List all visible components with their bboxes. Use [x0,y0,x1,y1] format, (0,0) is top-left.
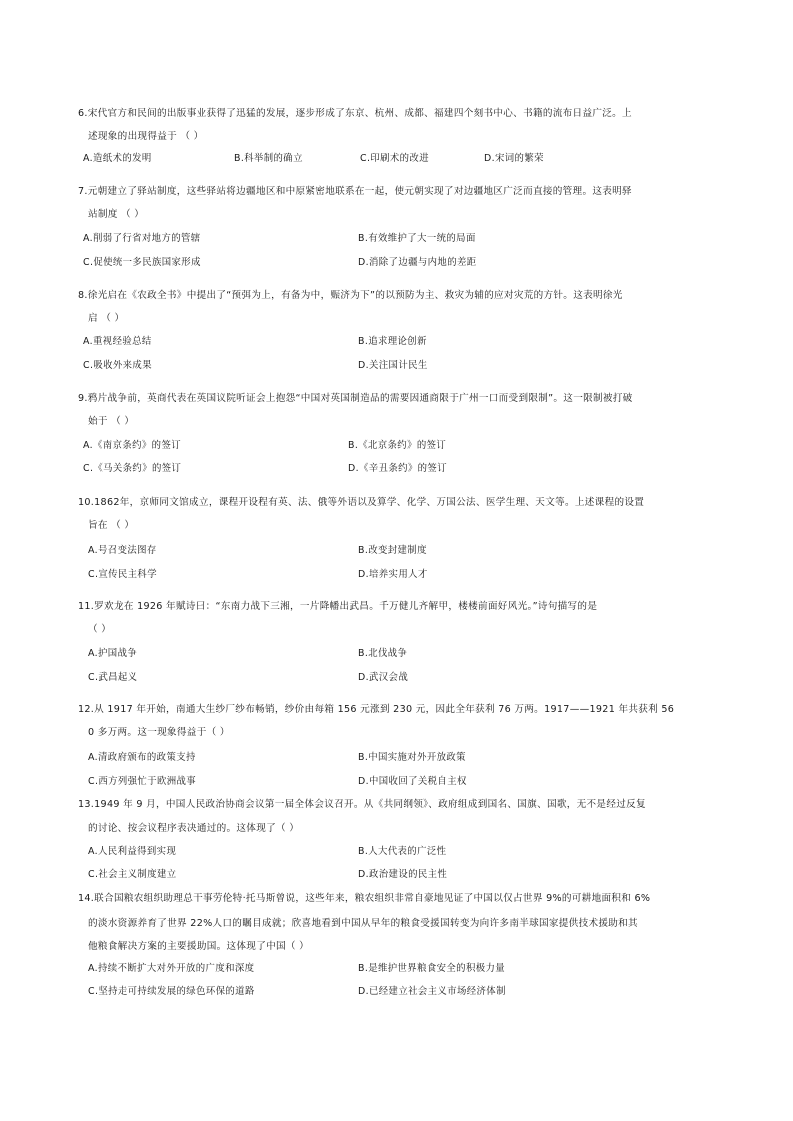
option-a: A.重视经验总结 [83,336,152,347]
question-stem-line: 7.元朝建立了驿站制度，这些驿站将边疆地区和中原紧密地联系在一起，使元朝实现了对边疆地区广泛而直接的管理。这表明驿 [78,186,632,197]
question-stem-line: 启 （ ） [88,313,125,324]
option-b: B.中国实施对外开放政策 [358,752,466,763]
option-d: D.武汉会战 [358,672,409,683]
option-d: D.培养实用人才 [358,569,428,580]
option-c: C.促使统一多民族国家形成 [83,257,201,268]
option-a: A.造纸术的发明 [83,153,152,164]
option-b: B.科举制的确立 [234,153,303,164]
option-b: B.北伐战争 [358,648,408,659]
option-c: C.武昌起义 [88,672,138,683]
option-d: D.中国收回了关税自主权 [358,776,467,787]
option-d: D.关注国计民生 [358,360,428,371]
option-a: A.《南京条约》的签订 [83,440,182,451]
question-stem-line: 旨在 （ ） [88,520,135,531]
question-stem-line: 6.宋代官方和民间的出版事业获得了迅猛的发展，逐步形成了东京、杭州、成都、福建四个刻书中心、书籍的流布日益广泛。上 [78,108,632,119]
option-c: C.印刷术的改进 [360,153,429,164]
question-stem-line: 的淡水资源养育了世界 22%人口的瞩目成就；欣喜地看到中国从早年的粮食受援国转变为向许多南半球国家提供技术援助和其 [88,918,638,929]
question-stem-line: 9.鸦片战争前，英商代表在英国议院听证会上抱怨“中国对英国制造品的需要因通商限于广州一口而受到限制”。这一限制被打破 [78,393,633,404]
option-a: A.号召变法图存 [88,545,157,556]
question-stem-line: 站制度 （ ） [88,209,145,220]
option-b: B.追求理论创新 [358,336,427,347]
option-b: B.改变封建制度 [358,545,427,556]
question-stem-line: 8.徐光启在《农政全书》中提出了“预弭为上，有备为中，赈济为下”的以预防为主、救灾为辅的应对灾荒的方针。这表明徐光 [78,290,623,301]
question-stem-line: 始于 （ ） [88,416,135,427]
question-stem-line: 他粮食解决方案的主要援助国。这体现了中国（ ） [88,941,310,952]
question-stem-line: （ ） [88,624,112,635]
question-stem-line: 12.从 1917 年开始，南通大生纱厂纱布畅销，纱价由每箱 156 元涨到 230 元，因此全年获利 76 万两。1917——1921 年共获利 56 [78,704,675,715]
option-c: C.《马关条约》的签订 [83,463,182,474]
option-a: A.削弱了行省对地方的管辖 [83,233,201,244]
option-d: D.政治建设的民主性 [358,869,448,880]
option-a: A.持续不断扩大对外开放的广度和深度 [88,963,255,974]
question-stem-line: 0 多万两。这一现象得益于（ ） [88,727,230,738]
option-c: C.坚持走可持续发展的绿色环保的道路 [88,986,255,997]
option-c: C.吸收外来成果 [83,360,152,371]
option-c: C.社会主义制度建立 [88,869,177,880]
question-stem-line: 14.联合国粮农组织助理总干事劳伦特·托马斯曾说，这些年来，粮农组织非常自豪地见证了中国以仅占世界 9%的可耕地面积和 6% [78,893,651,904]
option-d: D.已经建立社会主义市场经济体制 [358,986,506,997]
question-stem-line: 11.罗欢龙在 1926 年赋诗曰：“东南力战下三湘，一片降幡出武昌。千万健儿齐解甲，楼楼前面好风光。”诗句描写的是 [78,601,598,612]
question-stem-line: 的讨论、按会议程序表决通过的。这体现了（ ） [88,823,300,834]
option-c: C.西方列强忙于欧洲战事 [88,776,197,787]
option-a: A.护国战争 [88,648,138,659]
option-d: D.《辛丑条约》的签订 [348,463,447,474]
question-stem-line: 述现象的出现得益于 （ ） [88,131,204,142]
option-a: A.清政府颁布的政策支持 [88,752,196,763]
option-a: A.人民利益得到实现 [88,846,177,857]
option-d: D.宋词的繁荣 [484,153,544,164]
question-stem-line: 13.1949 年 9 月，中国人民政治协商会议第一届全体会议召开。从《共同纲领》、政府组成到国名、国旗、国歌，无不是经过反复 [78,799,646,810]
option-d: D.消除了边疆与内地的差距 [358,257,477,268]
option-b: B.《北京条约》的签订 [348,440,447,451]
question-stem-line: 10.1862年，京师同文馆成立，课程开设程有英、法、俄等外语以及算学、化学、万国公法、医学生理、天文等。上述课程的设置 [78,497,645,508]
option-b: B.是维护世界粮食安全的积极力量 [358,963,506,974]
option-c: C.宣传民主科学 [88,569,157,580]
option-b: B.人大代表的广泛性 [358,846,447,857]
option-b: B.有效维护了大一统的局面 [358,233,476,244]
